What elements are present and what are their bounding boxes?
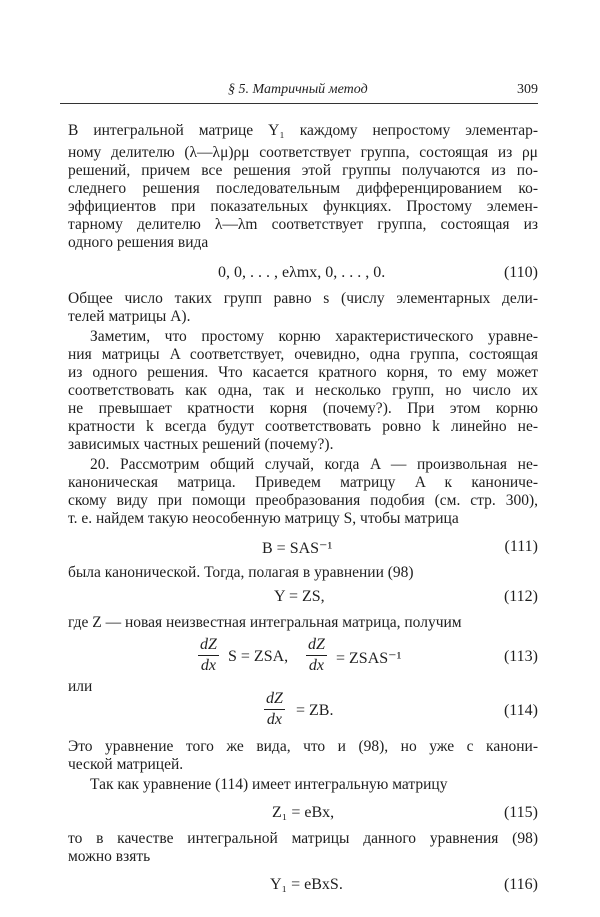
page-header xyxy=(60,82,538,102)
text-line: ному делителю (λ—λμ)ρμ соответствует группа, состоящая из ρμ xyxy=(68,144,538,161)
text-line: т. е. найдем такую неособенную матрицу S, чтобы матрица xyxy=(68,510,459,527)
text-line: или xyxy=(68,678,93,695)
equation-number: (112) xyxy=(503,588,538,605)
text-line: можно взять xyxy=(68,848,151,865)
text-line: каноническая матрица. Приведем матрицу A к канониче- xyxy=(68,474,538,491)
equation-112: Y = ZS, xyxy=(274,588,325,605)
equation-114-tail: = ZB. xyxy=(296,702,334,719)
equation-111: B = SAS⁻¹ xyxy=(262,540,333,557)
text-line: скому виду при помощи преобразования подобия (см. стр. 300), xyxy=(68,492,538,509)
text-line: ческой матрицей. xyxy=(68,756,184,773)
fraction-numerator: dZ xyxy=(264,690,285,710)
equation-number: (113) xyxy=(503,648,538,665)
equation-number: (110) xyxy=(503,264,538,281)
text-line: то в качестве интегральной матрицы данного уравнения (98) xyxy=(68,830,538,847)
fraction-denominator: dx xyxy=(308,657,324,674)
page-number: 309 xyxy=(517,82,538,97)
text-line: решений, причем все решения этой группы получаются из по- xyxy=(68,162,538,179)
equation-number: (111) xyxy=(504,538,538,555)
equation-number: (114) xyxy=(503,702,538,719)
text-line: зависимых частных решений (почему?). xyxy=(68,436,334,453)
text-line: Заметим, что простому корню характеристического уравне- xyxy=(90,328,538,345)
text-line: Общее число таких групп равно s (числу элементарных дели- xyxy=(68,290,538,307)
header-rule xyxy=(60,103,538,104)
fraction-dz-dx xyxy=(264,690,285,729)
fraction-denominator: dx xyxy=(200,657,216,674)
text-line: из одного решения. Что касается кратного корня, то ему может xyxy=(68,364,538,381)
text-line: соответствовать как одна, так и несколько групп, но число их xyxy=(68,382,538,399)
text-line: где Z — новая неизвестная интегральная матрица, получим xyxy=(68,614,462,631)
fraction-denominator: dx xyxy=(266,711,282,728)
text-line: Это уравнение того же вида, что и (98), но уже с канони- xyxy=(68,738,538,755)
fraction-numerator: dZ xyxy=(198,636,219,656)
text-line: эффициентов при показательных функциях. Простому элемен- xyxy=(68,198,538,215)
fraction-dz-dx xyxy=(198,636,219,675)
text-line: В интегральной матрице Y₁ каждому непростому элементар- xyxy=(68,122,538,139)
text-line: ния матрицы A соответствует, очевидно, одна группа, состоящая xyxy=(68,346,538,363)
running-head: § 5. Матричный метод xyxy=(228,82,368,97)
equation-number: (115) xyxy=(503,804,538,821)
equation-113-tail: = ZSAS⁻¹ xyxy=(336,650,402,667)
text-line: не превышает кратности корня (почему?). При этом корню xyxy=(68,400,538,417)
text-line: была канонической. Тогда, полагая в уравнении (98) xyxy=(68,564,414,581)
fraction-dz-dx xyxy=(306,636,327,675)
fraction-numerator: dZ xyxy=(306,636,327,656)
text-line: Так как уравнение (114) имеет интегральную матрицу xyxy=(90,776,448,793)
text-line: тарному делителю λ—λm соответствует группа, состоящая из xyxy=(68,216,538,233)
equation-110: 0, 0, . . . , eλmx, 0, . . . , 0. xyxy=(218,264,386,281)
text-line: телей матрицы A). xyxy=(68,308,191,325)
equation-115: Z₁ = eBx, xyxy=(272,804,335,821)
equation-116: Y₁ = eBxS. xyxy=(270,876,343,893)
section-20-start: 20. Рассмотрим общий случай, когда A — произвольная не- xyxy=(90,456,538,473)
equation-number: (116) xyxy=(503,876,538,893)
text-line: одного решения вида xyxy=(68,234,209,251)
equation-113-middle: S = ZSA, xyxy=(228,648,289,665)
text-line: следнего решения последовательным дифференцированием ко- xyxy=(68,180,538,197)
text-line: кратности k всегда будут соответствовать ровно k линейно не- xyxy=(68,418,538,435)
